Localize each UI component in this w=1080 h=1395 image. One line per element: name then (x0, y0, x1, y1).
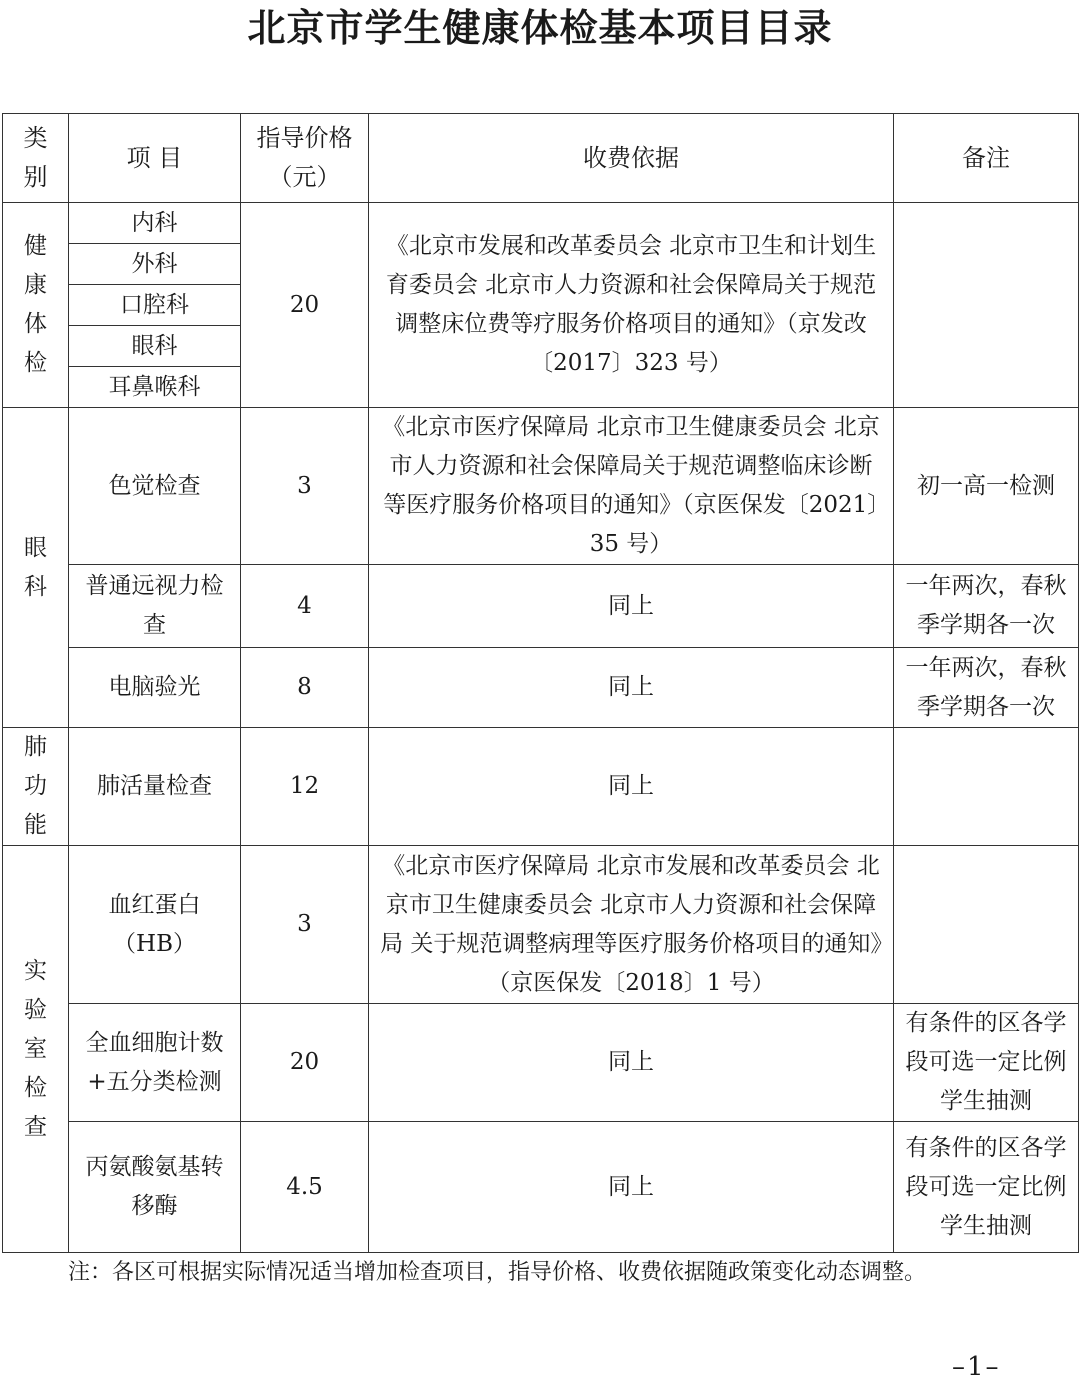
header-basis: 收费依据 (369, 114, 894, 203)
item-vision: 普通远视力检查 (69, 565, 241, 648)
item-ophthalmology: 眼科 (69, 326, 241, 367)
remark-alt: 有条件的区各学段可选一定比例学生抽测 (894, 1122, 1079, 1253)
item-alt: 丙氨酸氨基转移酶 (69, 1122, 241, 1253)
basis-color-vision: 《北京市医疗保障局 北京市卫生健康委员会 北京市人力资源和社会保障局关于规范调整临床诊断等医疗服务价格项目的通知》（京医保发〔2021〕35 号） (369, 408, 894, 565)
price-hemoglobin: 3 (241, 846, 369, 1004)
remark-health-exam (894, 203, 1079, 408)
table-row (3, 408, 1079, 565)
basis-refraction: 同上 (369, 648, 894, 728)
table-row (3, 846, 1079, 1004)
table-header-row (3, 114, 1079, 203)
remark-refraction: 一年两次，春秋季学期各一次 (894, 648, 1079, 728)
category-health-exam: 健 康 体 检 (3, 203, 69, 408)
price-blood-count: 20 (241, 1004, 369, 1122)
price-vision: 4 (241, 565, 369, 648)
table-row (3, 1122, 1079, 1253)
price-refraction: 8 (241, 648, 369, 728)
remark-lung-capacity (894, 728, 1079, 846)
item-hemoglobin: 血红蛋白（HB） (69, 846, 241, 1004)
basis-hemoglobin: 《北京市医疗保障局 北京市发展和改革委员会 北京市卫生健康委员会 北京市人力资源和社会保障局 关于规范调整病理等医疗服务价格项目的通知》（京医保发〔2018〕1 号） (369, 846, 894, 1004)
footnote: 注：各区可根据实际情况适当增加检查项目，指导价格、收费依据随政策变化动态调整。 (68, 1260, 927, 1285)
basis-vision: 同上 (369, 565, 894, 648)
price-alt: 4.5 (241, 1122, 369, 1253)
category-eye: 眼 科 (3, 408, 69, 728)
price-health-exam: 20 (241, 203, 369, 408)
table-row (3, 1004, 1079, 1122)
basis-alt: 同上 (369, 1122, 894, 1253)
item-dental: 口腔科 (69, 285, 241, 326)
remark-color-vision: 初一高一检测 (894, 408, 1079, 565)
table-row (3, 648, 1079, 728)
basis-health-exam: 《北京市发展和改革委员会 北京市卫生和计划生育委员会 北京市人力资源和社会保障局关于规范调整床位费等疗服务价格项目的通知》（京发改〔2017〕323 号） (369, 203, 894, 408)
price-color-vision: 3 (241, 408, 369, 565)
category-lab-test: 实 验 室 检 查 (3, 846, 69, 1253)
header-price: 指导价格（元） (241, 114, 369, 203)
exam-items-table (2, 113, 1079, 1253)
header-category: 类 别 (3, 114, 69, 203)
category-lung-function: 肺 功 能 (3, 728, 69, 846)
basis-blood-count: 同上 (369, 1004, 894, 1122)
item-refraction: 电脑验光 (69, 648, 241, 728)
remark-blood-count: 有条件的区各学段可选一定比例学生抽测 (894, 1004, 1079, 1122)
item-ent: 耳鼻喉科 (69, 367, 241, 408)
item-color-vision: 色觉检查 (69, 408, 241, 565)
table-row (3, 728, 1079, 846)
header-remark: 备注 (894, 114, 1079, 203)
document-title: 北京市学生健康体检基本项目目录 (247, 6, 833, 50)
remark-vision: 一年两次，春秋季学期各一次 (894, 565, 1079, 648)
item-blood-count: 全血细胞计数+五分类检测 (69, 1004, 241, 1122)
header-item: 项 目 (69, 114, 241, 203)
item-surgery: 外科 (69, 244, 241, 285)
item-lung-capacity: 肺活量检查 (69, 728, 241, 846)
remark-hemoglobin (894, 846, 1079, 1004)
price-lung-capacity: 12 (241, 728, 369, 846)
basis-lung-capacity: 同上 (369, 728, 894, 846)
item-internal-medicine: 内科 (69, 203, 241, 244)
table-row (3, 203, 1079, 244)
table-row (3, 565, 1079, 648)
page-number: –1– (952, 1352, 1001, 1382)
